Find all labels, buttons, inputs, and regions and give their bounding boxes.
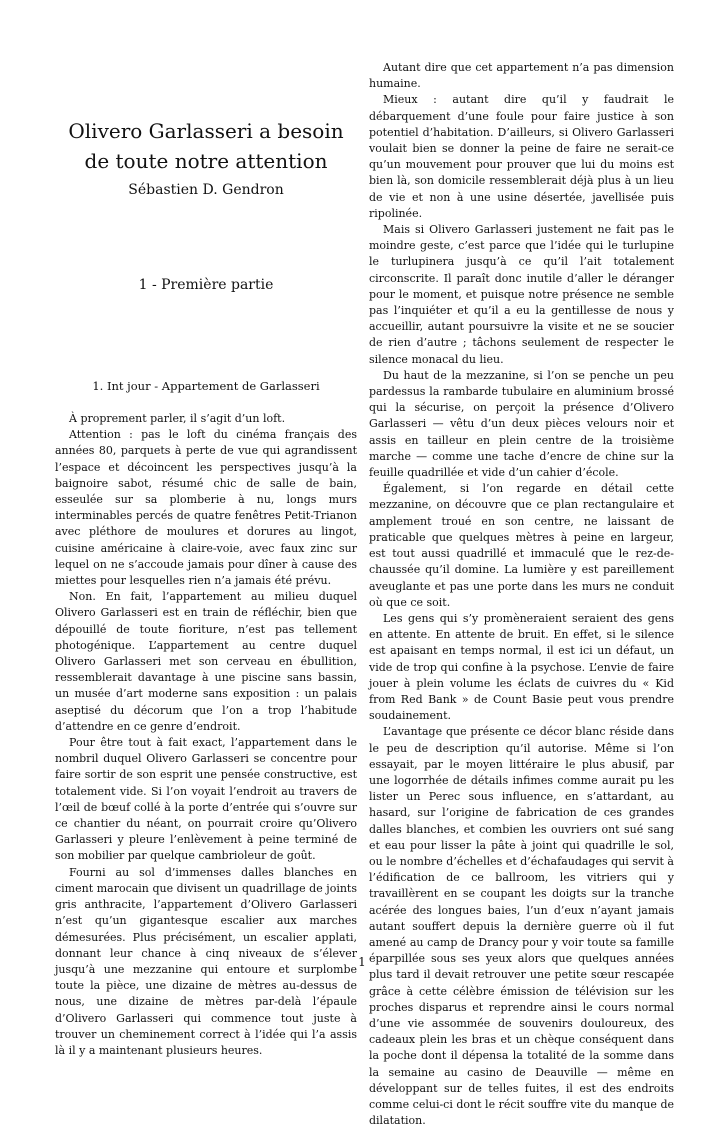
paragraph: À proprement parler, il s’agit d’un loft. [69, 412, 286, 425]
author-name: Sébastien D. Gendron [128, 182, 284, 198]
paragraph: Mais si Olivero Garlasseri justement ne fait pas le moindre geste, c’est parce que l’idée qui le turlupine le turlupinera jusqu’à ce qu’il l’ait totalement circonscrite. Il paraît donc inutile d’aller le déranger pour le moment, et puisque notre présence ne semble pas l’inquiéter et qu’il a eu la gentillesse de nous y accueillir, autant poursuivre la visite et ne se soucier de rien d’autre ; tâchons seulement de respecter le silence monacal du lieu. [369, 223, 674, 366]
page-number: 1 [358, 955, 366, 969]
document-title: Olivero Garlasseri a besoin de toute notre attention [68, 119, 344, 173]
left-column [55, 60, 357, 1059]
paragraph: Également, si l’on regarde en détail cette mezzanine, on découvre que ce plan rectangulaire et amplement troué en son centre, ne laissant de praticable que quelques mètres à peine en largeur, est tout aussi quadrillé et immaculé que le rez-de-chaussée qu’il domine. La lumière y est pareillement aveuglante et pas une porte dans les murs ne conduit où que ce soit. [369, 482, 674, 609]
paragraph: Non. En fait, l’appartement au milieu duquel Olivero Garlasseri est en train de réfléchir, bien que dépouillé de toute fioriture, n’est pas tellement photogénique. L’appartement au centre duquel Olivero Garlasseri met son cerveau en ébullition, ressemblerait davantage à une piscine sans bassin, un musée d’art moderne sans exposition : un palais aseptisé du décorum que l’on a trop l’habitude d’attendre en ce genre d’endroit. [55, 590, 357, 733]
paragraph: L’avantage que présente ce décor blanc réside dans le peu de description qu’il autorise. Même si l’on essayait, par le moyen littéraire le plus abusif, par une logorrhée de détails infimes comme aurait pu les lister un Perec sous influence, en s’attardant, au hasard, sur l’origine de fabrication de ces grandes dalles blanches, et combien les ouvriers ont sué sang et eau pour lisser la pâte à joint qui quadrille le sol, ou le nombre d’échelles et d’échafaudages qui servit à l’édification de ce ballroom, les vitriers qui y travaillèrent en se coupant les doigts sur la tranche acérée des longues baies, l’un d’eux n’ayant jamais autant souffert depuis la dernière guerre où il fut amené au camp de Drancy pour y voir toute sa famille éparpillée sous ses yeux alors que quelques années plus tard il devait retrouver une petite sœur rescapée grâce à cette célèbre émission de télévision sur les proches disparus et reprendre ainsi le cours normal d’une vie assommée de souvenirs douloureux, des cadeaux plein les bras et un chèque conséquent dans la poche dont il dépensa la totalité de la somme dans la semaine au casino de Deauville — même en développant sur de telles fuites, il est des endroits comme celui-ci dont le récit souffre vite du manque de dilatation. [369, 725, 674, 1128]
paragraph: Autant dire que cet appartement n’a pas dimension humaine. [369, 61, 674, 91]
paragraph: Fourni au sol d’immenses dalles blanches en ciment marocain que divisent un quadrillage de joints gris anthracite, l’appartement d’Olivero Garlasseri n’est qu’un gigantesque escalier aux marches démesurées. Plus précisément, un escalier applati, donnant leur chance à cinq niveaux de s’élever jusqu’à une mezzanine qui entoure et surplombe toute la pièce, une dizaine de mètres au-dessus de nous, une dizaine de mètres par-delà l’épaule d’Olivero Garlasseri qui commence tout juste à trouver un cheminement correct à l’idée qui l’a assis là il y a maintenant plusieurs heures. [55, 865, 357, 1057]
paragraph: Les gens qui s’y promèneraient seraient des gens en attente. En attente de bruit. En effet, si le silence est apaisant en temps normal, il est ici un défaut, un vide de trop qui confine à la psychose. L’envie de faire jouer à plein volume les éclats de cuivres du « Kid from Red Bank » de Count Basie peut vous prendre soudainement. [369, 611, 674, 723]
part-heading: 1 - Première partie [138, 277, 274, 293]
section-heading: 1. Int jour - Appartement de Garlasseri [92, 379, 320, 393]
paragraph: Pour être tout à fait exact, l’appartement dans le nombril duquel Olivero Garlasseri se concentre pour faire sortir de son esprit une pensée constructive, est totalement vide. Si l’on voyait l’endroit au travers de l’œil de bœuf collé à la porte d’entrée qui s’ouvre sur ce chantier du néant, on pourrait croire qu’Olivero Garlasseri y pleure l’enlèvement à peine terminé de son mobilier par quelque cambrioleur de goût. [55, 736, 357, 863]
paragraph: Du haut de la mezzanine, si l’on se penche un peu pardessus la rambarde tubulaire en aluminium brossé qui la sécurise, on perçoit la présence d’Olivero Garlasseri — vêtu d’un deux pièces velours noir et assis en tailleur en plein centre de la troisième marche — comme une tache d’encre de chine sur la feuille quadrillée et vide d’un cahier d’école. [369, 368, 674, 480]
paragraph: Attention : pas le loft du cinéma français des années 80, parquets à perte de vue qui agrandissent l’espace et décoincent les perspectives jusqu’à la baignoire sabot, résumé chic de salle de bain, esseulée sur sa plomberie à nu, longs murs interminables percés de quatre fenêtres Petit-Trianon avec pléthore de moulures et dorures au lingot, cuisine américaine à claire-voie, avec faux zinc sur lequel on ne s’accoude jamais pour dîner à cause des miettes pour lesquelles rien n’a jamais été prévu. [55, 428, 357, 588]
paragraph: Mieux : autant dire qu’il y faudrait le débarquement d’une foule pour faire justice à son potentiel d’habitation. D’ailleurs, si Olivero Garlasseri voulait bien se donner la peine de faire ne serait-ce qu’un mouvement pour prouver que lui du moins est bien là, son domicile ressemblerait déjà plus à un lieu de vie et non à une usine désertée, javellisée puis ripolinée. [369, 93, 674, 220]
